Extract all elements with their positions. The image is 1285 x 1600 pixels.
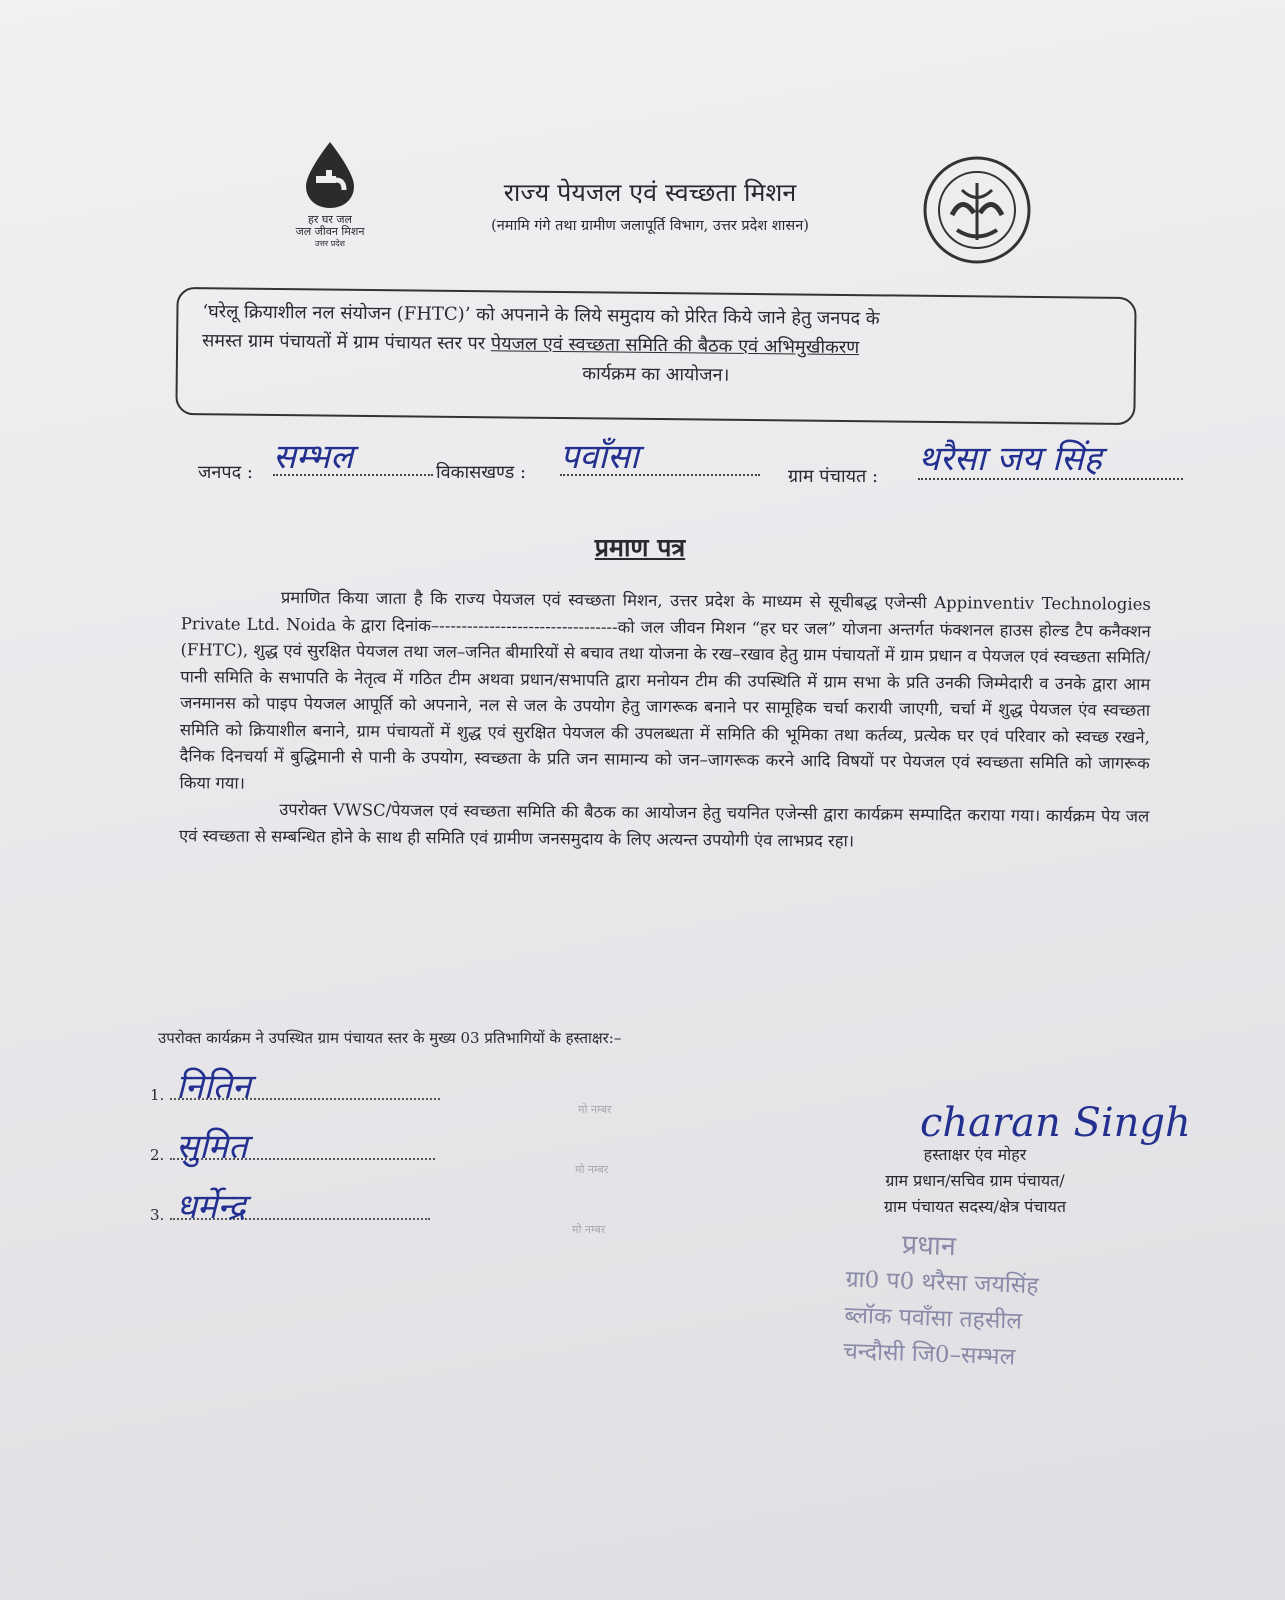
district-value: सम्भल [273,437,354,477]
document-title: प्रमाण पत्र [594,533,686,562]
stamp-line-2: ग्रा0 प0 थरैसा जयसिंह [845,1266,1039,1300]
participant-number-2: 2. [150,1146,165,1164]
body-paragraph-1: प्रमाणित किया जाता है कि राज्य पेयजल एवं स्वच्छता मिशन, उत्तर प्रदेश के माध्यम से सूचीबद्ध एजेन्सी Appinventiv Technologies Private Ltd. Noida के द्वारा दिनांक–--------------------------------को जल जीवन मिशन “हर घर जल” योजना अन्तर्गत फंक्शनल हाउस होल्ड टैप कनैक्शन (FHTC), शुद्ध एवं सुरक्षित पेयजल तथा जल–जनित बीमारियों से बचाव तथा योजना के रख–रखाव हेतु ग्राम पंचायतों में ग्राम प्रधान व पेयजल एवं स्वच्छता समिति/पानी समिति के सभापति के नेतृत्व में गठित टीम अथवा प्रधान/सभापति द्वारा मनोयन टीम की उपस्थिति में ग्राम सभा के प्रति उनकी जिम्मेदारी व उनके द्वारा आम जनमानस को पाइप पेयजल आपूर्ति को अपनाने, नल से जल के उपयोग हेतु जागरूक बनाने पर सामूहिक चर्चा करायी जाएगी, चर्चा में शुद्ध पेयजल एंव स्वच्छता समिति को क्रियाशील बनाने, ग्राम पंचायतों में शुद्ध एवं सुरक्षित पेयजल की उपलब्धता में समिति की भूमिका तथा कर्तव्य, प्रत्येक घर एवं परिवार को स्वच्छ रखने, दैनिक दिनचर्या में बुद्धिमानी से पानी के उपयोग, स्वच्छता के प्रति जन सामान्य को जन–जागरूक करने आदि विषयों पर पेयजल एवं स्वच्छता समिति को जागरूक किया गया। [179,587,1152,793]
participant-row-1 [150,1068,440,1108]
official-block [825,1142,1125,1220]
participant-signature-1: नितिन [176,1067,251,1107]
notice-box [175,287,1136,425]
pradhan-stamp [843,1226,1108,1379]
participant-row-3 [150,1188,430,1228]
logo-text-3: उत्तर प्रदेश [315,239,345,248]
location-fields [198,437,1198,500]
block-value: पवाँसा [560,437,639,477]
faint-label-1: मो नम्बर [578,1103,612,1116]
header-title: राज्य पेयजल एवं स्वच्छता मिशन [503,178,797,207]
panchayat-value: थरैसा जय सिंह [918,439,1102,479]
stamp-line-3: ब्लॉक पवाँसा तहसील [843,1302,1023,1335]
up-government-seal-icon [922,155,1032,265]
logo-text-2: जल जीवन मिशन [295,225,365,238]
participant-number-3: 3. [150,1206,165,1224]
official-line-1: हस्ताक्षर एंव मोहर [923,1145,1027,1164]
stamp-line-1: प्रधान [901,1229,957,1263]
participant-row-2 [150,1128,435,1168]
block-label: विकासखण्ड : [436,462,527,483]
notice-line-1: ‘घरेलू क्रियाशील नल संयोजन (FHTC)’ को अपनाने के लिये समुदाय को प्रेरित किये जाने हेतु जनपद के [202,301,880,330]
water-drop-tap-icon [300,140,360,210]
notice-line-2-underlined: पेयजल एवं स्वच्छता समिति की बैठक एवं अभिमुखीकरण [490,333,860,359]
participants-intro: उपरोक्त कार्यक्रम ने उपस्थित ग्राम पंचायत स्तर के मुख्य 03 प्रतिभागियों के हस्ताक्षर:– [158,1029,622,1047]
har-ghar-jal-logo [282,140,378,250]
panchayat-field [918,434,1183,480]
official-line-3: ग्राम पंचायत सदस्य/क्षेत्र पंचायत [883,1197,1067,1216]
body-paragraph-2: उपरोक्त VWSC/पेयजल एवं स्वच्छता समिति की बैठक का आयोजन हेतु चयनित एजेन्सी द्वारा कार्यक्रम सम्पादित कराया गया। कार्यक्रम पेय जल एवं स्वच्छता से सम्बन्धित होने के साथ ही समिति एवं ग्रामीण जनसमुदाय के लिए अत्यन्त उपयोगी एंव लाभप्रद रहा। [179,799,1150,850]
logo-text-1: हर घर जल [308,213,352,226]
header-subtitle: (नमामि गंगे तथा ग्रामीण जलापूर्ति विभाग, उत्तर प्रदेश शासन) [491,218,809,234]
participant-signature-2: सुमित [176,1127,248,1167]
faint-label-2: मो नम्बर [575,1163,609,1176]
notice-line-2: समस्त ग्राम पंचायतों में ग्राम पंचायत स्तर पर [202,330,492,355]
panchayat-label: ग्राम पंचायत : [788,466,879,487]
certificate-body [179,584,1151,857]
district-field [273,432,433,476]
official-line-2: ग्राम प्रधान/सचिव ग्राम पंचायत/ [885,1171,1065,1190]
official-signature: charan Singh [920,1100,1191,1146]
district-label: जनपद : [198,462,253,483]
notice-line-3: कार्यक्रम का आयोजन। [582,363,730,386]
stamp-line-4: चन्दौसी जि0–सम्भल [842,1338,1016,1371]
participant-signature-3: धर्मेन्द्र [176,1187,246,1227]
block-field [560,432,760,476]
faint-label-3: मो नम्बर [572,1223,606,1236]
participant-number-1: 1. [150,1086,165,1104]
